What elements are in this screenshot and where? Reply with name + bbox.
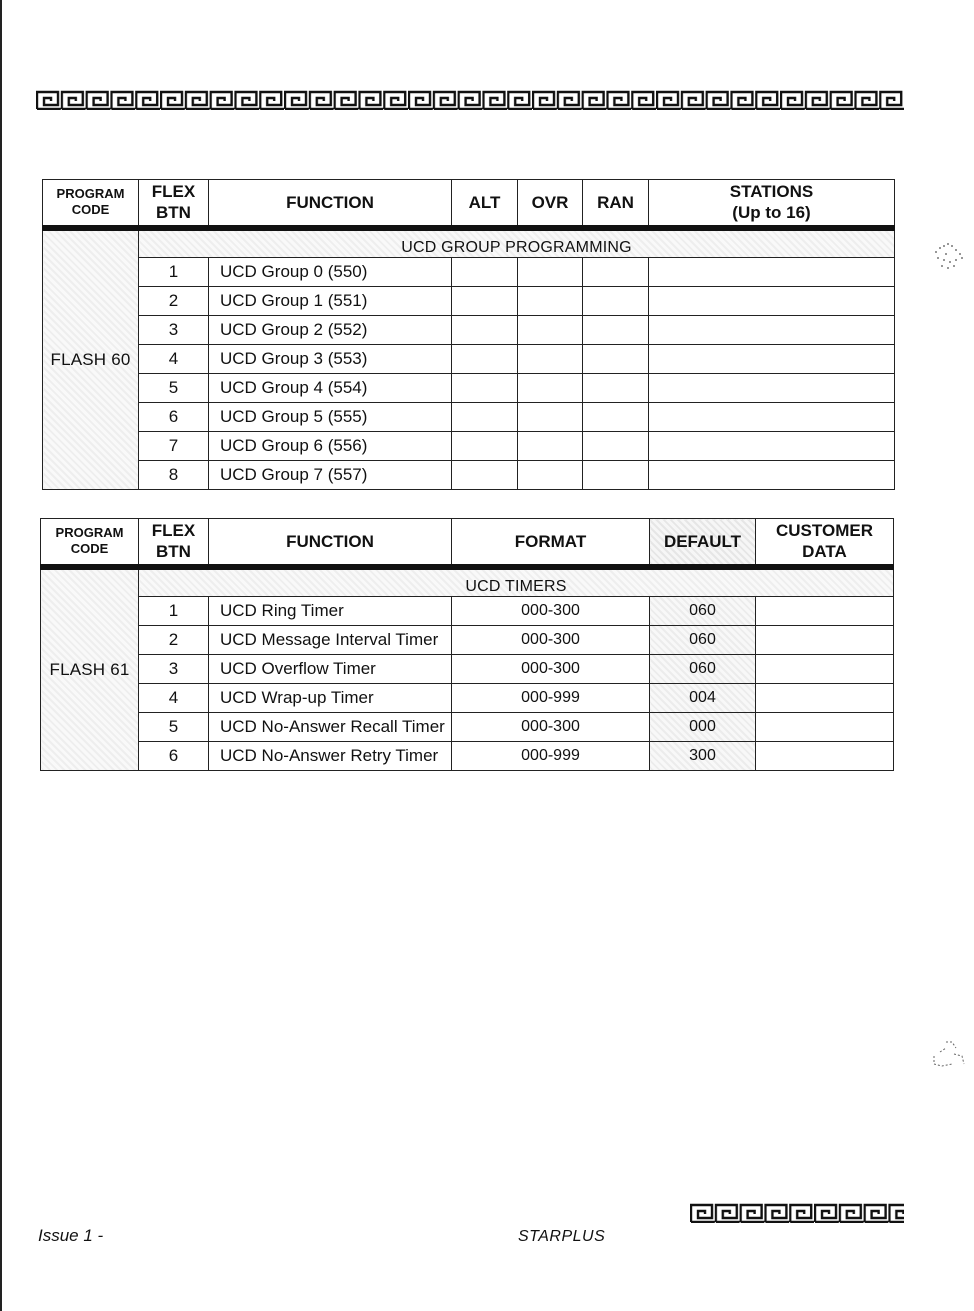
flex-header-line1: FLEX <box>151 521 196 541</box>
default-cell: 000 <box>650 712 756 741</box>
flex-btn-header <box>139 180 209 228</box>
table-row <box>43 402 895 431</box>
program-code-header <box>43 180 139 228</box>
ovr-cell[interactable] <box>518 402 583 431</box>
flex-btn-cell: 4 <box>139 344 209 373</box>
stations-cell[interactable] <box>649 460 895 489</box>
flex-btn-cell: 3 <box>139 315 209 344</box>
default-cell: 300 <box>650 741 756 770</box>
function-cell: UCD Group 7 (557) <box>209 460 452 489</box>
ran-cell[interactable] <box>583 315 649 344</box>
default-cell: 060 <box>650 625 756 654</box>
flex-btn-cell: 5 <box>139 712 209 741</box>
ran-cell[interactable] <box>583 431 649 460</box>
format-cell: 000-999 <box>452 683 650 712</box>
ran-cell[interactable] <box>583 257 649 286</box>
alt-cell[interactable] <box>452 402 518 431</box>
stations-cell[interactable] <box>649 402 895 431</box>
function-header: FUNCTION <box>209 180 452 228</box>
customer-data-header <box>756 519 894 567</box>
program-code-header-line2: CODE <box>71 202 110 218</box>
flex-header-line1: FLEX <box>151 182 196 202</box>
function-cell: UCD Group 4 (554) <box>209 373 452 402</box>
customer-data-cell[interactable] <box>756 712 894 741</box>
table-row <box>41 654 894 683</box>
table-row <box>41 596 894 625</box>
customer-data-cell[interactable] <box>756 683 894 712</box>
footer-product: STARPLUS <box>518 1228 606 1245</box>
alt-cell[interactable] <box>452 431 518 460</box>
flex-btn-cell: 7 <box>139 431 209 460</box>
customer-data-cell[interactable] <box>756 741 894 770</box>
function-cell: UCD Overflow Timer <box>209 654 452 683</box>
stations-cell[interactable] <box>649 344 895 373</box>
stations-header <box>649 180 895 228</box>
ran-cell[interactable] <box>583 402 649 431</box>
alt-cell[interactable] <box>452 286 518 315</box>
greek-key-border-icon <box>36 90 904 110</box>
section-title: UCD TIMERS <box>139 567 894 597</box>
table-row <box>43 431 895 460</box>
stations-header-line2: (Up to 16) <box>732 203 811 223</box>
table-row <box>43 315 895 344</box>
table-row <box>41 683 894 712</box>
flex-btn-cell: 5 <box>139 373 209 402</box>
customer-data-cell[interactable] <box>756 596 894 625</box>
flex-header-line2: BTN <box>156 203 191 223</box>
program-code-cell: FLASH 61 <box>41 567 139 771</box>
table-row <box>41 741 894 770</box>
program-code-header <box>41 519 139 567</box>
program-code-cell: FLASH 60 <box>43 228 139 490</box>
function-cell: UCD Group 6 (556) <box>209 431 452 460</box>
ran-header: RAN <box>583 180 649 228</box>
ovr-header: OVR <box>518 180 583 228</box>
customer-data-cell[interactable] <box>756 625 894 654</box>
page-edge-rule <box>0 0 2 1311</box>
ran-cell[interactable] <box>583 460 649 489</box>
flex-btn-cell: 3 <box>139 654 209 683</box>
ucd-group-programming-table <box>42 179 895 490</box>
function-cell: UCD Group 3 (553) <box>209 344 452 373</box>
format-cell: 000-300 <box>452 596 650 625</box>
alt-cell[interactable] <box>452 460 518 489</box>
format-cell: 000-300 <box>452 712 650 741</box>
ran-cell[interactable] <box>583 286 649 315</box>
function-cell: UCD Message Interval Timer <box>209 625 452 654</box>
ovr-cell[interactable] <box>518 286 583 315</box>
table-row <box>43 460 895 489</box>
scan-speck-icon <box>930 238 970 274</box>
ucd-timers-table <box>40 518 894 771</box>
stations-header-line1: STATIONS <box>729 182 814 202</box>
function-cell: UCD Group 2 (552) <box>209 315 452 344</box>
greek-key-border-icon <box>690 1203 904 1223</box>
section-title: UCD GROUP PROGRAMMING <box>139 228 895 258</box>
flex-btn-cell: 2 <box>139 286 209 315</box>
default-cell: 060 <box>650 596 756 625</box>
table-row <box>43 286 895 315</box>
program-code-header-line1: PROGRAM <box>56 186 125 202</box>
function-cell: UCD Group 0 (550) <box>209 257 452 286</box>
table-row <box>41 625 894 654</box>
flex-btn-header <box>139 519 209 567</box>
format-header: FORMAT <box>452 519 650 567</box>
ovr-cell[interactable] <box>518 257 583 286</box>
stations-cell[interactable] <box>649 257 895 286</box>
function-cell: UCD No-Answer Recall Timer <box>209 712 452 741</box>
flex-btn-cell: 6 <box>139 741 209 770</box>
flex-btn-cell: 1 <box>139 257 209 286</box>
customer-header-line1: CUSTOMER <box>776 521 873 541</box>
alt-cell[interactable] <box>452 344 518 373</box>
function-cell: UCD No-Answer Retry Timer <box>209 741 452 770</box>
ovr-cell[interactable] <box>518 315 583 344</box>
flex-btn-cell: 6 <box>139 402 209 431</box>
ovr-cell[interactable] <box>518 431 583 460</box>
format-cell: 000-999 <box>452 741 650 770</box>
format-cell: 000-300 <box>452 625 650 654</box>
function-cell: UCD Ring Timer <box>209 596 452 625</box>
stations-cell[interactable] <box>649 315 895 344</box>
table-row <box>43 257 895 286</box>
ran-cell[interactable] <box>583 373 649 402</box>
program-code-header-line2: CODE <box>70 541 109 557</box>
function-cell: UCD Wrap-up Timer <box>209 683 452 712</box>
stations-cell[interactable] <box>649 373 895 402</box>
flex-btn-cell: 4 <box>139 683 209 712</box>
ovr-cell[interactable] <box>518 373 583 402</box>
stations-cell[interactable] <box>649 286 895 315</box>
alt-cell[interactable] <box>452 315 518 344</box>
table-row <box>43 344 895 373</box>
format-cell: 000-300 <box>452 654 650 683</box>
default-header: DEFAULT <box>650 519 756 567</box>
alt-cell[interactable] <box>452 373 518 402</box>
default-cell: 060 <box>650 654 756 683</box>
scan-speck-icon <box>928 1036 970 1070</box>
flex-btn-cell: 8 <box>139 460 209 489</box>
footer-issue: Issue 1 - <box>38 1226 104 1245</box>
default-cell: 004 <box>650 683 756 712</box>
customer-data-cell[interactable] <box>756 654 894 683</box>
customer-header-line2: DATA <box>802 542 847 562</box>
table-row <box>41 712 894 741</box>
flex-btn-cell: 1 <box>139 596 209 625</box>
alt-cell[interactable] <box>452 257 518 286</box>
ovr-cell[interactable] <box>518 460 583 489</box>
program-code-header-line1: PROGRAM <box>55 525 124 541</box>
alt-header: ALT <box>452 180 518 228</box>
ovr-cell[interactable] <box>518 344 583 373</box>
ran-cell[interactable] <box>583 344 649 373</box>
function-cell: UCD Group 5 (555) <box>209 402 452 431</box>
table-row <box>43 373 895 402</box>
flex-header-line2: BTN <box>156 542 191 562</box>
function-header: FUNCTION <box>209 519 452 567</box>
flex-btn-cell: 2 <box>139 625 209 654</box>
function-cell: UCD Group 1 (551) <box>209 286 452 315</box>
stations-cell[interactable] <box>649 431 895 460</box>
